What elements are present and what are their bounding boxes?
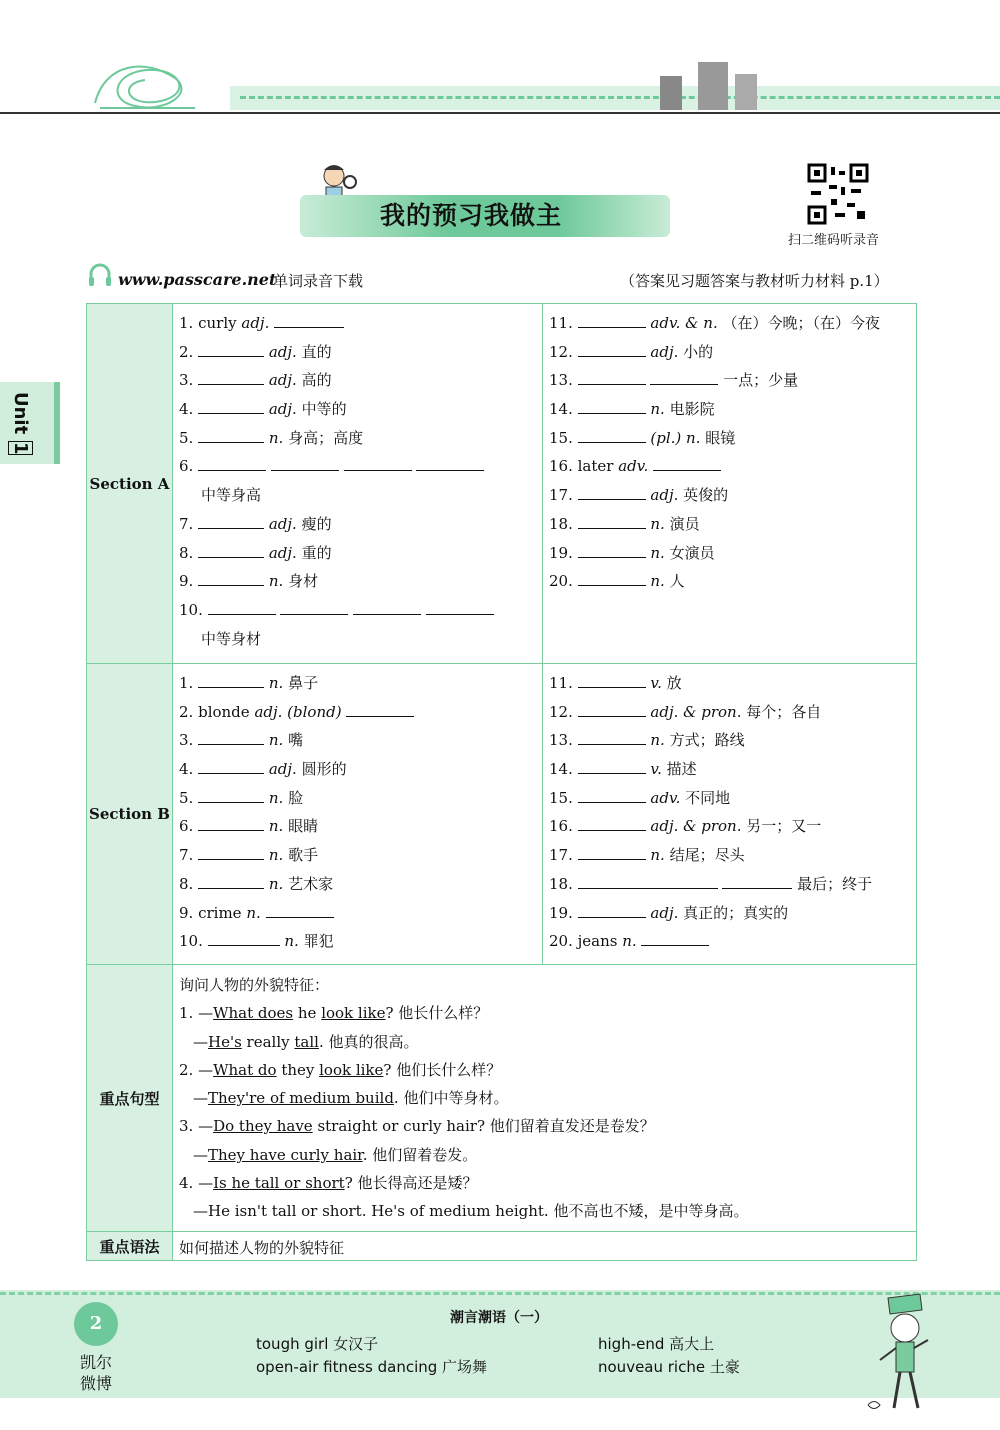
- vocab-item: [179, 338, 542, 367]
- key-phrase: look like: [321, 1004, 386, 1023]
- vocab-meaning: 歌手: [283, 846, 319, 865]
- answer-blank[interactable]: [198, 540, 264, 558]
- vocab-number: 2.: [179, 702, 199, 721]
- key-phrase: Is he tall or short: [213, 1174, 345, 1193]
- footer-item: open-air fitness dancing 广场舞: [256, 1358, 488, 1376]
- vocab-number: 12.: [549, 342, 578, 361]
- section-a-label: Section A: [87, 304, 173, 664]
- part-of-speech: (pl.) n.: [645, 428, 701, 447]
- part-of-speech: adj. (blond): [254, 702, 347, 721]
- answer-blank[interactable]: [578, 540, 646, 558]
- answer-blank[interactable]: [198, 727, 264, 745]
- answer-blank[interactable]: [198, 453, 266, 471]
- vocab-item: [549, 539, 916, 568]
- answer-blank[interactable]: [198, 670, 264, 688]
- answer-blank[interactable]: [578, 813, 646, 831]
- vocab-meaning: 一点；少量: [718, 371, 799, 390]
- part-of-speech: adj.: [645, 342, 679, 361]
- vocab-item: [549, 870, 916, 899]
- key-sentence: [179, 1141, 916, 1169]
- key-phrase: They're of medium build: [208, 1089, 394, 1108]
- vocab-item: [549, 698, 916, 727]
- vocab-meaning: 英俊的: [678, 486, 729, 505]
- vocab-word: later: [577, 457, 619, 476]
- key-sentence: [179, 1169, 916, 1197]
- vocab-word: jeans: [577, 932, 623, 951]
- sentence-prefix: —: [193, 1032, 208, 1051]
- answer-blank[interactable]: [578, 482, 646, 500]
- vocab-number: 7.: [179, 514, 199, 533]
- part-of-speech: adj.: [264, 371, 297, 390]
- vocab-item: [549, 899, 916, 928]
- vocab-number: 4.: [179, 400, 199, 419]
- key-sentence: [179, 1028, 916, 1056]
- vocab-item: [179, 784, 542, 813]
- answer-blank[interactable]: [198, 842, 264, 860]
- vocab-number: 9.: [179, 572, 199, 591]
- sentence-text: . 他真的很高。: [318, 1032, 419, 1051]
- answer-blank[interactable]: [198, 756, 264, 774]
- headphones-icon: [88, 262, 112, 288]
- part-of-speech: n.: [264, 572, 284, 591]
- sentence-prefix: 3. —: [179, 1117, 214, 1136]
- sentence-prefix: —: [193, 1145, 208, 1164]
- key-phrase: Do they have: [213, 1117, 313, 1136]
- vocab-number: 18.: [549, 874, 578, 893]
- answer-blank[interactable]: [198, 785, 264, 803]
- vocab-item: [179, 452, 542, 481]
- answer-blank[interactable]: [653, 453, 721, 471]
- key-phrase: What do: [213, 1060, 277, 1079]
- section-b-right-column: [543, 664, 917, 965]
- vocab-number: 9.: [179, 903, 199, 922]
- sentence-text: ? 他长得高还是矮？: [344, 1174, 478, 1193]
- answer-blank[interactable]: [198, 396, 264, 414]
- answer-blank[interactable]: [578, 871, 718, 889]
- vocab-meaning: 方式；路线: [664, 731, 745, 750]
- part-of-speech: adj. & pron.: [645, 702, 742, 721]
- key-grammar-text: 如何描述人物的外貌特征: [173, 1232, 917, 1261]
- footer-title: 潮言潮语（一）: [450, 1310, 548, 1326]
- sentence-text: . 他们留着卷发。: [362, 1145, 478, 1164]
- vocab-number: 13.: [549, 731, 578, 750]
- vocab-meaning: 最后；终于: [792, 874, 873, 893]
- part-of-speech: n.: [645, 543, 665, 562]
- vocab-meaning: 眼睛: [283, 817, 319, 836]
- key-phrase: look like: [319, 1060, 384, 1079]
- vocab-number: 20.: [549, 572, 578, 591]
- answer-blank[interactable]: [578, 367, 646, 385]
- vocab-number: 3.: [179, 371, 199, 390]
- vocab-meaning: 脸: [283, 788, 304, 807]
- vocab-meaning: 人: [664, 572, 685, 591]
- key-sentences-label: 重点句型: [87, 965, 173, 1232]
- answer-blank[interactable]: [426, 597, 494, 615]
- vocab-item: [179, 899, 542, 928]
- vocab-item: [549, 669, 916, 698]
- vocab-number: 11.: [549, 314, 578, 332]
- vocab-item: [179, 596, 542, 625]
- vocab-number: 13.: [549, 371, 578, 390]
- vocab-item: [549, 395, 916, 424]
- answer-blank[interactable]: [198, 511, 264, 529]
- answer-blank[interactable]: [578, 900, 646, 918]
- key-grammar-label: 重点语法: [87, 1232, 173, 1261]
- part-of-speech: adj.: [241, 314, 275, 332]
- sentence-prefix: —: [193, 1202, 208, 1221]
- vocab-number: 6.: [179, 817, 199, 836]
- part-of-speech: n.: [645, 572, 665, 591]
- vocab-item: [549, 841, 916, 870]
- key-phrase: He's: [208, 1032, 242, 1051]
- vocab-item: [549, 567, 916, 596]
- vocab-number: 2.: [179, 342, 199, 361]
- part-of-speech: adv.: [618, 457, 653, 476]
- answer-blank[interactable]: [198, 339, 264, 357]
- answer-blank[interactable]: [346, 699, 414, 717]
- vocab-item: [179, 366, 542, 395]
- part-of-speech: n.: [645, 731, 665, 750]
- vocab-meaning: 眼镜: [700, 428, 736, 447]
- vocab-item: [549, 927, 916, 956]
- vocab-meaning: 中等的: [296, 400, 347, 419]
- top-dashed-line: [240, 96, 1000, 99]
- answer-blank[interactable]: [578, 568, 646, 586]
- vocab-meaning: 中等身材: [201, 629, 262, 648]
- vocab-number: 10.: [179, 932, 208, 951]
- unit-label: [8, 392, 33, 455]
- vocab-meaning: 罪犯: [298, 932, 334, 951]
- part-of-speech: v.: [645, 760, 662, 779]
- answer-blank[interactable]: [578, 842, 646, 860]
- qr-code-icon[interactable]: [807, 163, 869, 225]
- sentence-text: straight or curly hair? 他们留着直发还是卷发？: [312, 1117, 655, 1136]
- answer-blank[interactable]: [271, 453, 339, 471]
- vocab-number: 20.: [549, 932, 578, 951]
- vocab-item: [179, 309, 542, 338]
- vocab-item: [179, 812, 542, 841]
- vocab-item: [549, 510, 916, 539]
- sentence-text: ? 他长什么样？: [385, 1004, 489, 1023]
- sentence-text: ? 他们长什么样？: [383, 1060, 502, 1079]
- answer-blank[interactable]: [578, 339, 646, 357]
- part-of-speech: n.: [645, 514, 665, 533]
- vocab-item: [179, 510, 542, 539]
- answer-blank[interactable]: [578, 310, 646, 328]
- vocab-number: 6.: [179, 457, 199, 476]
- vocab-meaning: 结尾；尽头: [664, 846, 745, 865]
- vocab-item: [549, 338, 916, 367]
- part-of-speech: adj.: [264, 514, 297, 533]
- answer-blank[interactable]: [344, 453, 412, 471]
- vocab-item: [549, 452, 916, 481]
- part-of-speech: n.: [279, 932, 299, 951]
- answer-blank[interactable]: [578, 727, 646, 745]
- sentence-prefix: 2. —: [179, 1060, 214, 1079]
- vocab-meaning: 真正的；真实的: [678, 903, 789, 922]
- vocab-meaning: 电影院: [664, 400, 715, 419]
- scribble-icon: [85, 58, 205, 113]
- vocab-item: [179, 567, 542, 596]
- vocab-item: [179, 539, 542, 568]
- vocab-meaning: 鼻子: [283, 674, 319, 692]
- vocab-item: [179, 625, 542, 654]
- answer-blank[interactable]: [578, 785, 646, 803]
- part-of-speech: adj.: [645, 486, 679, 505]
- vocab-meaning: 身材: [283, 572, 319, 591]
- part-of-speech: n.: [246, 903, 266, 922]
- key-sentence: [179, 1112, 916, 1140]
- section-a-left-column: [173, 304, 543, 664]
- vocab-item: [179, 927, 542, 956]
- vocab-number: 5.: [179, 788, 199, 807]
- answer-blank[interactable]: [578, 511, 646, 529]
- vocab-meaning: 另一；又一: [741, 817, 822, 836]
- vocab-meaning: 圆形的: [296, 760, 347, 779]
- qr-label: 扫二维码听录音: [788, 233, 880, 248]
- section-a-right-column: [543, 304, 917, 664]
- vocab-item: [549, 424, 916, 453]
- sentence-prefix: 4. —: [179, 1174, 214, 1193]
- vocab-item: [179, 870, 542, 899]
- answer-blank[interactable]: [280, 597, 348, 615]
- answer-blank[interactable]: [578, 756, 646, 774]
- part-of-speech: n.: [264, 817, 284, 836]
- vocab-meaning: 每个；各自: [741, 702, 822, 721]
- website-note: 单词录音下载: [273, 272, 364, 290]
- answer-blank[interactable]: [208, 597, 276, 615]
- vocab-number: 15.: [549, 428, 578, 447]
- part-of-speech: adv. & n.: [645, 314, 718, 332]
- key-sentences-intro: 询问人物的外貌特征：: [179, 976, 330, 994]
- answer-blank[interactable]: [274, 310, 344, 328]
- preview-table: [86, 303, 917, 1261]
- kid-with-book-icon: [860, 1290, 940, 1420]
- vocab-meaning: 身高；高度: [283, 428, 364, 447]
- answer-blank[interactable]: [722, 871, 792, 889]
- part-of-speech: adj. & pron.: [645, 817, 742, 836]
- vocab-item: [549, 309, 916, 338]
- answer-note: （答案见习题答案与教材听力材料 p.1）: [620, 272, 889, 290]
- vocab-word: curly: [198, 314, 242, 332]
- vocab-number: 15.: [549, 788, 578, 807]
- key-phrase: tall: [294, 1032, 319, 1051]
- top-rule: [0, 112, 1000, 114]
- building-icon: [735, 74, 757, 110]
- key-sentence: [179, 1197, 916, 1225]
- vocab-word: crime: [198, 903, 247, 922]
- footer-item: high-end 高大上: [598, 1335, 715, 1353]
- answer-blank[interactable]: [650, 367, 718, 385]
- vocab-item: [179, 755, 542, 784]
- vocab-number: 16.: [549, 457, 578, 476]
- part-of-speech: adj.: [264, 543, 297, 562]
- vocab-item: [179, 395, 542, 424]
- vocab-meaning: 小的: [678, 342, 714, 361]
- answer-blank[interactable]: [641, 928, 709, 946]
- footer-dashed-line: [0, 1292, 1000, 1295]
- part-of-speech: adj.: [264, 342, 297, 361]
- vocab-number: 4.: [179, 760, 199, 779]
- key-sentence: [179, 999, 916, 1027]
- answer-blank[interactable]: [578, 670, 646, 688]
- part-of-speech: n.: [645, 400, 665, 419]
- part-of-speech: n.: [264, 874, 284, 893]
- part-of-speech: n.: [264, 674, 284, 692]
- key-phrase: They have curly hair: [208, 1145, 363, 1164]
- vocab-item: [179, 481, 542, 510]
- vocab-word: blonde: [198, 702, 255, 721]
- sentence-list: [179, 999, 916, 1225]
- vocab-number: 12.: [549, 702, 578, 721]
- section-b-left-column: [173, 664, 543, 965]
- answer-blank[interactable]: [416, 453, 484, 471]
- building-icon: [660, 76, 682, 110]
- vocab-meaning: 女演员: [664, 543, 715, 562]
- sentence-text: he: [293, 1004, 322, 1023]
- sentence-prefix: —: [193, 1089, 208, 1108]
- vocab-meaning: 中等身高: [201, 486, 262, 505]
- vocab-item: [179, 841, 542, 870]
- vocab-number: 5.: [179, 428, 199, 447]
- vocab-meaning: 不同地: [680, 788, 731, 807]
- part-of-speech: n.: [264, 788, 284, 807]
- part-of-speech: v.: [645, 674, 662, 692]
- sentence-prefix: 1. —: [179, 1004, 214, 1023]
- answer-blank[interactable]: [266, 900, 334, 918]
- vocab-meaning: 高的: [296, 371, 332, 390]
- vocab-meaning: 描述: [661, 760, 697, 779]
- vocab-number: 8.: [179, 874, 199, 893]
- vocab-number: 3.: [179, 731, 199, 750]
- vocab-meaning: 嘴: [283, 731, 304, 750]
- part-of-speech: adv.: [645, 788, 681, 807]
- part-of-speech: n.: [645, 846, 665, 865]
- vocab-item: [549, 726, 916, 755]
- vocab-meaning: 直的: [296, 342, 332, 361]
- vocab-item: [549, 784, 916, 813]
- sentence-text: . 他们中等身材。: [393, 1089, 509, 1108]
- vocab-meaning: 演员: [664, 514, 700, 533]
- part-of-speech: n.: [622, 932, 642, 951]
- vocab-number: 10.: [179, 600, 208, 619]
- vocab-number: 1.: [179, 674, 199, 692]
- vocab-item: [179, 424, 542, 453]
- vocab-item: [179, 669, 542, 698]
- sentence-text: really: [241, 1032, 295, 1051]
- vocab-number: 18.: [549, 514, 578, 533]
- part-of-speech: n.: [264, 846, 284, 865]
- answer-blank[interactable]: [578, 396, 646, 414]
- answer-blank[interactable]: [198, 871, 264, 889]
- page-title: 我的预习我做主: [380, 201, 563, 230]
- vocab-meaning: 瘦的: [296, 514, 332, 533]
- part-of-speech: adj.: [264, 400, 297, 419]
- vocab-number: 17.: [549, 846, 578, 865]
- footer-item: tough girl 女汉子: [256, 1335, 379, 1353]
- answer-blank[interactable]: [198, 568, 264, 586]
- vocab-number: 1.: [179, 314, 199, 332]
- key-sentence: [179, 1056, 916, 1084]
- sentence-text: He isn't tall or short. He's of medium height. 他不高也不矮，是中等身高。: [208, 1202, 749, 1221]
- vocab-number: 19.: [549, 903, 578, 922]
- answer-blank[interactable]: [198, 367, 264, 385]
- building-icon: [698, 62, 728, 110]
- vocab-item: [179, 726, 542, 755]
- unit-label-text: Unit: [10, 392, 31, 435]
- key-phrase: What does: [213, 1004, 294, 1023]
- answer-blank[interactable]: [578, 425, 646, 443]
- vocab-number: 11.: [549, 674, 578, 692]
- vocab-number: 14.: [549, 760, 578, 779]
- answer-blank[interactable]: [198, 813, 264, 831]
- website-link[interactable]: www.passcare.net: [118, 270, 277, 289]
- answer-blank[interactable]: [208, 928, 280, 946]
- vocab-number: 19.: [549, 543, 578, 562]
- vocab-meaning: （在）今晚；（在）今夜: [717, 314, 880, 332]
- sentence-text: they: [276, 1060, 320, 1079]
- key-sentences-content: [173, 965, 917, 1232]
- vocab-meaning: 放: [661, 674, 682, 692]
- vocab-number: 17.: [549, 486, 578, 505]
- vocab-meaning: 艺术家: [283, 874, 334, 893]
- vocab-meaning: 重的: [296, 543, 332, 562]
- part-of-speech: adj.: [645, 903, 679, 922]
- section-b-label: Section B: [87, 664, 173, 965]
- vocab-item: [549, 812, 916, 841]
- unit-number: 1: [10, 441, 31, 455]
- part-of-speech: n.: [264, 428, 284, 447]
- vocab-item: [179, 698, 542, 727]
- vocab-item: [549, 481, 916, 510]
- vocab-number: 16.: [549, 817, 578, 836]
- page-number: 2: [74, 1302, 118, 1346]
- vocab-item: [549, 366, 916, 395]
- key-sentence: [179, 1084, 916, 1112]
- footer-item: nouveau riche 土豪: [598, 1358, 740, 1376]
- vocab-number: 14.: [549, 400, 578, 419]
- vocab-item: [549, 755, 916, 784]
- answer-blank[interactable]: [578, 699, 646, 717]
- answer-blank[interactable]: [198, 425, 264, 443]
- part-of-speech: n.: [264, 731, 284, 750]
- vocab-number: 8.: [179, 543, 199, 562]
- answer-blank[interactable]: [353, 597, 421, 615]
- weibo-label: 凯尔微博: [80, 1353, 113, 1393]
- part-of-speech: adj.: [264, 760, 297, 779]
- vocab-number: 7.: [179, 846, 199, 865]
